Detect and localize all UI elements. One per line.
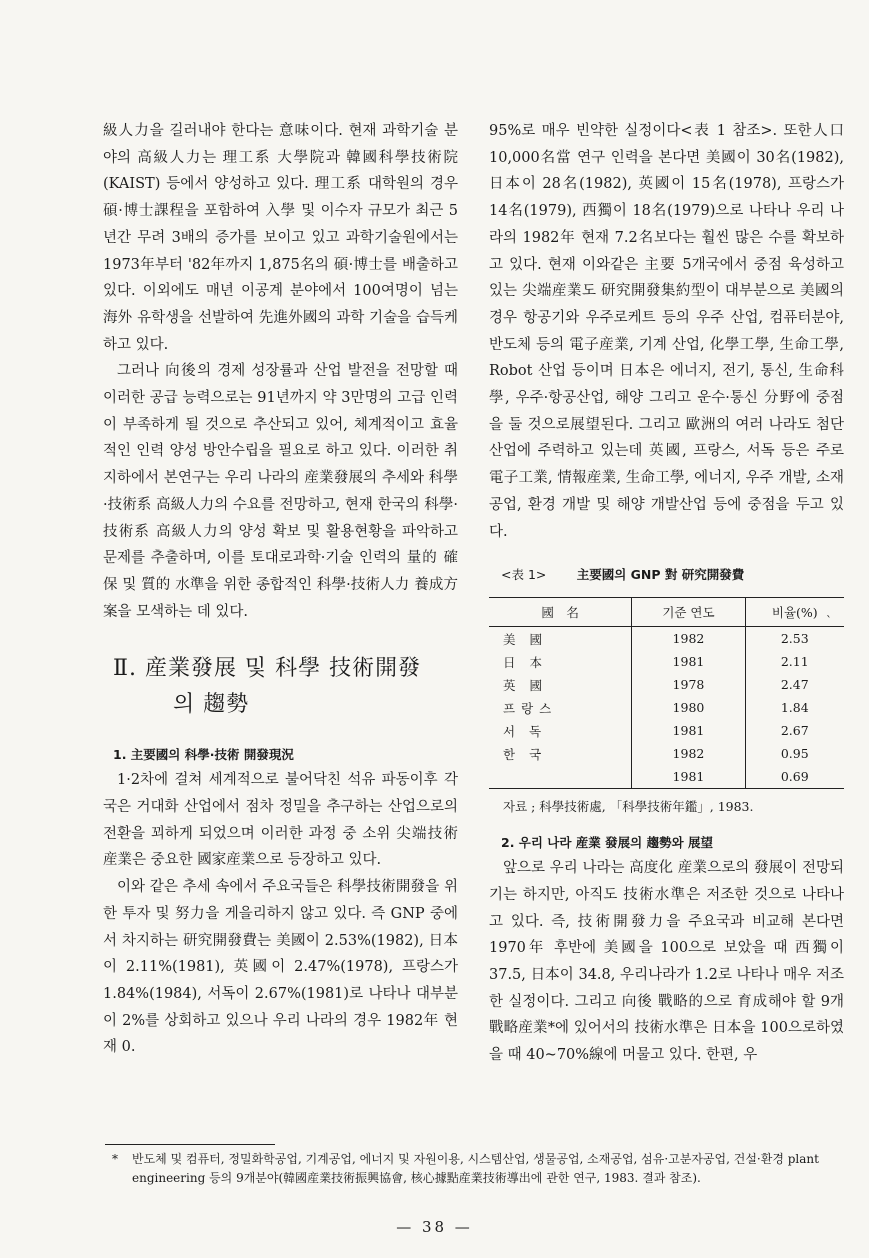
footnote-marker: * [112, 1152, 118, 1166]
subsection-heading: 1. 主要國의 科學·技術 開發現況 [113, 747, 294, 763]
footnote [112, 1150, 847, 1188]
footnote-text: 반도체 및 컴퓨터, 정밀화학공업, 기계공업, 에너지 및 자원이용, 시스템산업, 생물공업, 소재공업, 섬유·고분자공업, 건설·환경 plant engineering 등의 9개분야(韓國産業技術振興協會, 核心據點産業技術導出에 관한 연구, 1983. 결과 참조). [132, 1152, 819, 1185]
table-cell: 0.95 [780, 746, 809, 762]
table-row [489, 719, 844, 742]
page-number: — 38 — [396, 1218, 473, 1236]
table-source: 자료 ; 科學技術處, 「科學技術年鑑」, 1983. [503, 799, 754, 815]
table-cell: 英國 [503, 677, 557, 693]
table-cell: 1981 [632, 650, 745, 673]
table-cell: 1982 [632, 627, 745, 651]
table-cell: 1982 [632, 742, 745, 765]
body-paragraph: 그러나 向後의 경제 성장률과 산업 발전을 전망할 때 이러한 공급 능력으로는 91년까지 약 3만명의 고급 인력이 부족하게 될 것으로 추산되고 있어, 체계적이고 효율적인 인력 양성 방안수립을 필요로 하고 있다. 이러한 취지하에서 본연구는 우리 나라의 産業發展의 추세와 科學·技術系 高級人力의 수요를 전망하고, 현재 한국의 科學·技術系 高級人力의 양성 확보 및 활용현황을 파악하고 문제를 추출하며, 이를 토대로과학·기술 인력의 量的 確保 및 質的 水準을 위한 종합적인 科學·技術人力 養成方案을 모색하는 데 있다. [103, 363, 458, 620]
table-row [489, 742, 844, 765]
table-cell: 프랑스 [503, 700, 558, 716]
table-header: 비율(%) [745, 598, 844, 627]
table-row [489, 650, 844, 673]
table-number: <表 1> [501, 567, 547, 583]
body-paragraph: 級人力을 길러내야 한다는 意味이다. 현재 과학기술 분야의 高級人力는 理工系 大學院과 韓國科學技術院(KAIST) 등에서 양성하고 있다. 理工系 대학원의 경우 碩·博士課程을 포함하여 入學 및 이수자 규모가 최근 5년간 무려 3배의 증가를 보이고 있고 과학기술원에서는 1973年부터 '82年까지 1,875名의 碩·博士를 배출하고 있다. 이외에도 매년 이공계 분야에서 100여명이 넘는 海外 유학생을 선발하여 先進外國의 과학 기술을 습득케 하고 있다. [103, 123, 458, 353]
footnote-rule [105, 1144, 275, 1145]
subsection-heading: 2. 우리 나라 産業 發展의 趨勢와 展望 [501, 835, 714, 851]
table-cell: 한국 [503, 746, 556, 762]
table-title: 主要國의 GNP 對 研究開發費 [576, 567, 745, 583]
table-cell: 2.53 [780, 631, 809, 647]
section-title-line: 의 趨勢 [173, 692, 250, 718]
table-cell: 1.84 [780, 700, 809, 716]
table-header: 기준 연도 [632, 598, 745, 627]
table-cell: 2.47 [780, 677, 809, 693]
data-table [489, 597, 844, 789]
table-cell: 1978 [632, 673, 745, 696]
stray-mark: ` [826, 614, 832, 628]
body-paragraph: 앞으로 우리 나라는 高度化 産業으로의 發展이 전망되기는 하지만, 아직도 技術水準은 저조한 것으로 나타나고 있다. 즉, 技術開發力을 주요국과 비교해 본다면 1970年 후반에 美國을 100으로 보았을 때 西獨이 37.5, 日本이 34.8, 우리나라가 1.2로 나타나 매우 저조한 실정이다. 그리고 向後 戰略的으로 育成해야 할 9개 戰略産業*에 있어서의 技術水準은 日本을 100으로하였을 때 40~70%線에 머물고 있다. 한편, 우 [489, 860, 844, 1064]
table-row [489, 765, 844, 789]
table-header: 國 名 [489, 598, 632, 627]
table-cell: 1981 [632, 719, 745, 742]
table-cell: 日本 [503, 654, 557, 670]
table-cell: 1981 [632, 765, 745, 789]
table-cell: 美國 [503, 631, 557, 647]
table-cell: 2.11 [780, 654, 809, 670]
table-cell [489, 765, 632, 789]
body-paragraph: 95%로 매우 빈약한 실정이다<表 1 참조>. 또한人口 10,000名當 연구 인력을 본다면 美國이 30名(1982), 日本이 28名(1982), 英國이 15名(1978), 프랑스가 14名(1979), 西獨이 18名(1979)으로 나타나 우리 나라의 1982年 현재 7.2名보다는 훨씬 많은 수를 확보하고 있다. 현재 이와같은 主要 5개국에서 중점 육성하고 있는 尖端産業도 研究開發集約型이 대부분으로 美國의 경우 항공기와 우주로케트 등의 우주 산업, 컴퓨터분야, 반도체 등의 電子産業, 기계 산업, 化學工學, 生命工學, Robot 산업 등이며 日本은 에너지, 전기, 통신, 生命科學, 우주·항공산업, 해양 그리고 운수·통신 分野에 중점을 둘 것으로展望된다. 그리고 歐洲의 여러 나라도 첨단 산업에 주력하고 있는데 英國, 프랑스, 서독 등은 주로 電子工業, 情報産業, 生命工學, 에너지, 우주 개발, 소재 공업, 환경 개발 및 해양 개발산업 등에 중점을 두고 있다. [489, 123, 844, 540]
table-row [489, 673, 844, 696]
left-column [103, 118, 458, 1061]
table-cell: 서독 [503, 723, 556, 739]
table-cell: 0.69 [745, 765, 844, 789]
section-title [113, 651, 458, 723]
body-paragraph: 이와 같은 추세 속에서 주요국들은 科學技術開發을 위한 투자 및 努力을 게을리하지 않고 있다. 즉 GNP 중에서 차지하는 研究開發費는 美國이 2.53%(1982), 日本이 2.11%(1981), 英國이 2.47%(1978), 프랑스가 1.84%(1984), 서독이 2.67%(1981)로 나타나 대부분이 2%를 상회하고 있으나 우리 나라의 경우 1982年 현재 0. [103, 879, 458, 1056]
table-cell: 1980 [632, 696, 745, 719]
table-caption [501, 565, 844, 583]
table-cell: 2.67 [780, 723, 809, 739]
table-row [489, 627, 844, 651]
body-paragraph: 1·2차에 걸쳐 세계적으로 불어닥친 석유 파동이후 각국은 거대화 산업에서 점차 정밀을 추구하는 산업으로의 전환을 꾀하게 되었으며 이러한 과정 중 소위 尖端技術産業은 중요한 國家産業으로 등장하고 있다. [103, 772, 458, 869]
table-row [489, 696, 844, 719]
section-title-line: Ⅱ. 産業發展 및 科學 技術開發 [113, 656, 422, 682]
right-column [489, 118, 844, 1069]
table-header-row [489, 598, 844, 627]
